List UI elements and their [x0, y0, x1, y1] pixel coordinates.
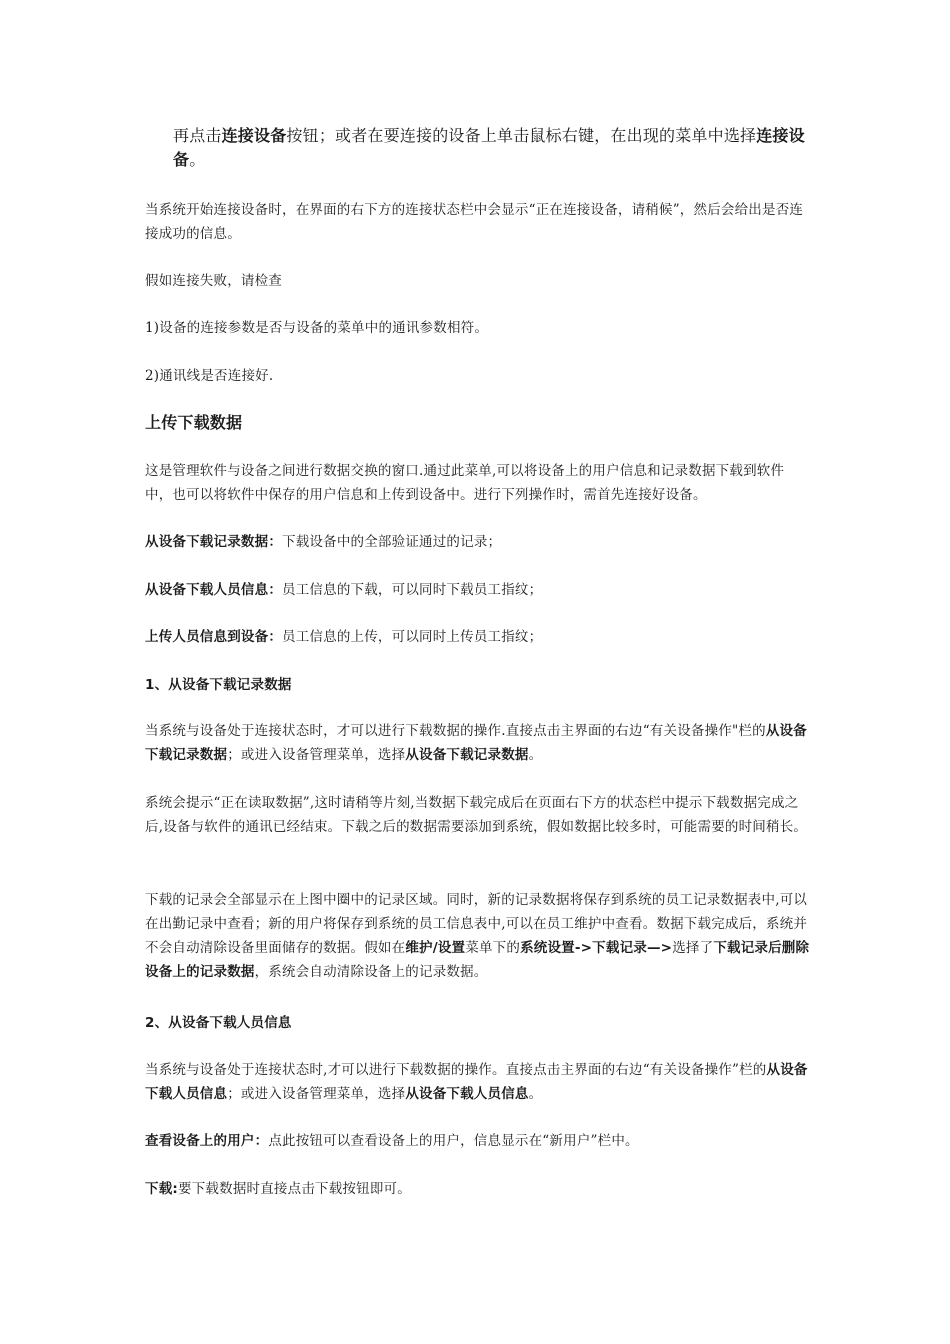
connecting-paragraph: 当系统开始连接设备时，在界面的右下方的连接状态栏中会显示“正在连接设备，请稍候”，然后会给出是否连接成功的信息。 — [145, 202, 804, 242]
section-2-p1-text-1: 当系统与设备处于连接状态时,才可以进行下载数据的操作。直接点击主界面的右边“有关设备操作”栏的 — [145, 1062, 767, 1078]
section-1-p3-text-1: 下载的记录会全部显示在上图中圈中的记录区域。同时，新的记录数据将保存到系统的员工记录数据表中,可以在出勤记录中查看；新的用户将保存到系统的员工信息表中,可以在员工维护中查看。数据下载完成后，系统并不会自动清除设备里面储存的数据。假如在 — [145, 892, 808, 956]
item-upload-users-sep: ： — [268, 629, 283, 645]
section-heading-upload-download: 上传下载数据 — [145, 413, 243, 432]
section-1-p1-text-3: 。 — [528, 747, 543, 763]
section-1-title: 1、从设备下载记录数据 — [145, 677, 292, 693]
item-download-users-label: 从设备下载人员信息 — [145, 582, 269, 598]
item-download-records-sep: ： — [268, 534, 283, 550]
section-1-paragraph-3 — [145, 888, 810, 984]
section-2-view-users-text: 点此按钮可以查看设备上的用户，信息显示在“新用户”栏中。 — [268, 1133, 639, 1149]
item-download-users-sep: ： — [268, 582, 283, 598]
check-item-1: 1)设备的连接参数是否与设备的菜单中的通讯参数相符。 — [145, 320, 489, 336]
item-download-users — [145, 578, 810, 602]
section-2-download-text: 要下载数据时直接点击下载按钮即可。 — [178, 1181, 411, 1197]
intro-text-2: 按钮；或者在要连接的设备上单击鼠标右键，在出现的菜单中选择 — [286, 126, 757, 145]
intro-bold-connect-device-2: 连接设备 — [173, 126, 805, 169]
section-2-download — [145, 1177, 810, 1201]
item-download-records-label: 从设备下载记录数据 — [145, 534, 269, 550]
section-1-p1-bold-1: 从设备下载记录数据 — [145, 723, 807, 763]
intro-text-3: 。 — [189, 150, 206, 169]
section-2-p1-bold-1: 从设备下载人员信息 — [145, 1062, 808, 1102]
check-item-2: 2)通讯线是否连接好. — [145, 368, 274, 384]
section-1-p3-text-2: 菜单下的 — [465, 940, 521, 956]
section-1-p1-bold-2: 从设备下载记录数据 — [405, 747, 529, 763]
section-1-p3-bold-2: 系统设置->下载记录—> — [520, 940, 673, 956]
intro-text-1: 再点击 — [173, 126, 222, 145]
intro-bold-connect-device-1: 连接设备 — [221, 126, 287, 145]
item-download-records — [145, 530, 810, 554]
section-2-paragraph-1 — [145, 1058, 810, 1106]
item-download-users-text: 员工信息的下载，可以同时下载员工指纹； — [282, 582, 543, 598]
section-2-view-users — [145, 1129, 810, 1153]
section-2-view-users-sep: ： — [254, 1133, 269, 1149]
section-1-p3-bold-3: 下载记录后删除设备上的记录数据 — [145, 940, 810, 980]
item-upload-users-text: 员工信息的上传，可以同时上传员工指纹； — [282, 629, 543, 645]
intro-paragraph — [173, 124, 813, 172]
item-upload-users — [145, 625, 810, 649]
section-1-p3-text-3: 选择了 — [672, 940, 714, 956]
section-1-p3-bold-1: 维护/设置 — [405, 940, 466, 956]
item-upload-users-label: 上传人员信息到设备 — [145, 629, 269, 645]
section-2-download-label: 下载 — [145, 1181, 173, 1197]
section-1-p3-text-4: ，系统会自动清除设备上的记录数据。 — [254, 964, 488, 980]
section-2-view-users-label: 查看设备上的用户 — [145, 1133, 255, 1149]
section-2-p1-text-3: 。 — [528, 1086, 543, 1102]
section-1-paragraph-1 — [145, 719, 810, 767]
section-2-p1-bold-2: 从设备下载人员信息 — [405, 1086, 529, 1102]
upload-download-description: 这是管理软件与设备之间进行数据交换的窗口.通过此菜单,可以将设备上的用户信息和记录数据下载到软件中，也可以将软件中保存的用户信息和上传到设备中。进行下列操作时，需首先连接好设备。 — [145, 463, 785, 503]
section-1-p1-text-1: 当系统与设备处于连接状态时，才可以进行下载数据的操作.直接点击主界面的右边“有关设备操作"栏的 — [145, 723, 766, 739]
section-2-p1-text-2: ；或进入设备管理菜单，选择 — [227, 1086, 406, 1102]
section-1-p1-text-2: ；或进入设备管理菜单，选择 — [227, 747, 406, 763]
section-1-paragraph-2: 系统会提示“正在读取数据”,这时请稍等片刻,当数据下载完成后在页面右下方的状态栏中提示下载数据完成之后,设备与软件的通讯已经结束。下载之后的数据需要添加到系统，假如数据比较多时，可能需要的时间稍长。 — [145, 795, 808, 835]
connect-fail-paragraph: 假如连接失败，请检查 — [145, 273, 282, 289]
section-2-title: 2、从设备下载人员信息 — [145, 1015, 292, 1031]
section-2-download-sep: : — [172, 1181, 179, 1197]
item-download-records-text: 下载设备中的全部验证通过的记录； — [282, 534, 502, 550]
